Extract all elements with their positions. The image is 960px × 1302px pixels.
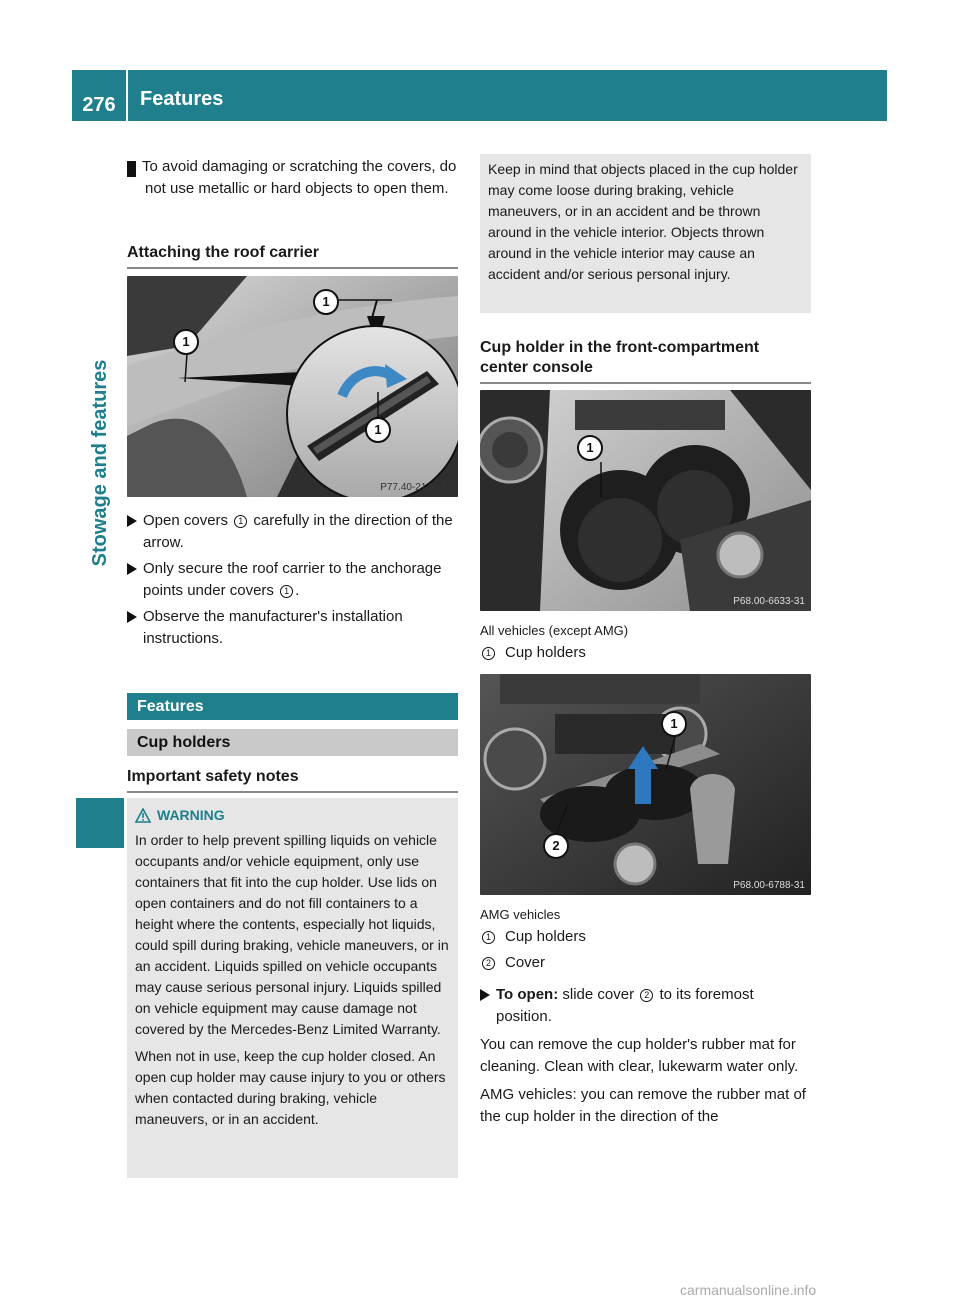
caption-standard: All vehicles (except AMG) xyxy=(480,623,629,638)
roof-carrier-figure xyxy=(127,276,458,497)
roof-callout-1-detail: 1 xyxy=(365,417,391,443)
caption-amg: AMG vehicles xyxy=(480,907,561,922)
open-step xyxy=(480,984,811,1128)
cleaning-paragraph: You can remove the cup holder's rubber mat for cleaning. Clean with clear, lukewarm water only. xyxy=(480,1036,799,1075)
note-text: Keep in mind that objects placed in the cup holder may come loose during braking, vehicle maneuvers, or in an accident and be thrown around in the vehicle interior. Objects thrown around in the vehicle interior may cause an accident and/or serious personal injury. xyxy=(488,161,798,282)
caution-text: To avoid damaging or scratching the covers, do not use metallic or hard objects to open them. xyxy=(142,158,457,197)
roof-carrier-heading: Attaching the roof carrier xyxy=(127,243,458,269)
watermark: carmanualsonline.info xyxy=(680,1282,817,1298)
console-figure-code: P68.00-6633-31 xyxy=(733,596,805,607)
console-illustration xyxy=(480,390,811,611)
header-divider xyxy=(126,70,128,121)
side-tab-label: Stowage and features xyxy=(89,359,111,567)
amg-callout-1: 1 xyxy=(661,711,687,737)
list-item: Observe the manufacturer's installation instructions. xyxy=(127,606,458,650)
warning-paragraph-2: When not in use, keep the cup holder closed. An open cup holder may cause injury to you or others when contacted during braking, vehicle maneuvers, or in an accident. xyxy=(135,1048,446,1127)
warning-title: WARNING xyxy=(135,805,452,826)
side-tab-marker xyxy=(76,798,124,848)
warning-triangle-icon xyxy=(135,808,151,823)
page-title: Features xyxy=(140,88,224,110)
caution-icon: ! xyxy=(127,161,136,177)
amg-paragraph: AMG vehicles: you can remove the rubber mat of the cup holder in the direction of the xyxy=(480,1086,806,1125)
cupholder-heading: Cup holder in the front-compartment center console xyxy=(480,338,811,384)
page-number: 276 xyxy=(72,70,126,121)
section-title: Features xyxy=(127,693,458,720)
list-item: To open: slide cover 2 to its foremost position. xyxy=(480,984,811,1028)
warning-paragraph-1: In order to help prevent spilling liquids on vehicle occupants and/or vehicle equipment, only use containers that fit into the cup holder. Use lids on open containers and do not fill containers to a height where the contents, especially hot liquids, could spill during braking, vehicle maneuvers, or in an accident. Liquids spilled on vehicle occupants may cause serious personal injury. Liquids spilled on vehicle equipment may cause damage not covered by the Mercedes-Benz Limited Warranty. xyxy=(135,832,449,1037)
arrow-icon xyxy=(127,563,137,575)
roof-carrier-illustration xyxy=(127,276,458,497)
amg-console-illustration xyxy=(480,674,811,895)
callout-ref: 1 xyxy=(234,515,247,528)
roof-steps xyxy=(127,510,458,654)
amg-callout-2: 2 xyxy=(543,833,569,859)
amg-figure-code: P68.00-6788-31 xyxy=(733,880,805,891)
console-callout-1: 1 xyxy=(577,435,603,461)
note-box xyxy=(480,154,811,313)
callout-ref: 1 xyxy=(280,585,293,598)
list-item: Only secure the roof carrier to the anchorage points under covers 1 . xyxy=(127,558,458,602)
warning-box xyxy=(127,798,458,1178)
legend-amg-2: 2 Cover xyxy=(480,954,545,971)
callout-ref: 2 xyxy=(482,957,495,970)
roof-callout-1-left: 1 xyxy=(173,329,199,355)
legend-standard-1: 1 Cup holders xyxy=(480,644,586,661)
roof-figure-code: P77.40-2144-31 xyxy=(380,482,452,493)
legend-amg-1: 1 Cup holders xyxy=(480,928,586,945)
cupholder-figure-standard xyxy=(480,390,811,611)
callout-ref: 1 xyxy=(482,931,495,944)
subsection-title: Cup holders xyxy=(127,729,458,756)
arrow-icon xyxy=(127,515,137,527)
arrow-icon xyxy=(480,989,490,1001)
cupholder-figure-amg xyxy=(480,674,811,895)
arrow-icon xyxy=(127,611,137,623)
caution-note xyxy=(120,156,458,200)
roof-callout-1-top: 1 xyxy=(313,289,339,315)
list-item: Open covers 1 carefully in the direction of the arrow. xyxy=(127,510,458,554)
safety-heading: Important safety notes xyxy=(127,767,458,793)
callout-ref: 2 xyxy=(640,989,653,1002)
callout-ref: 1 xyxy=(482,647,495,660)
